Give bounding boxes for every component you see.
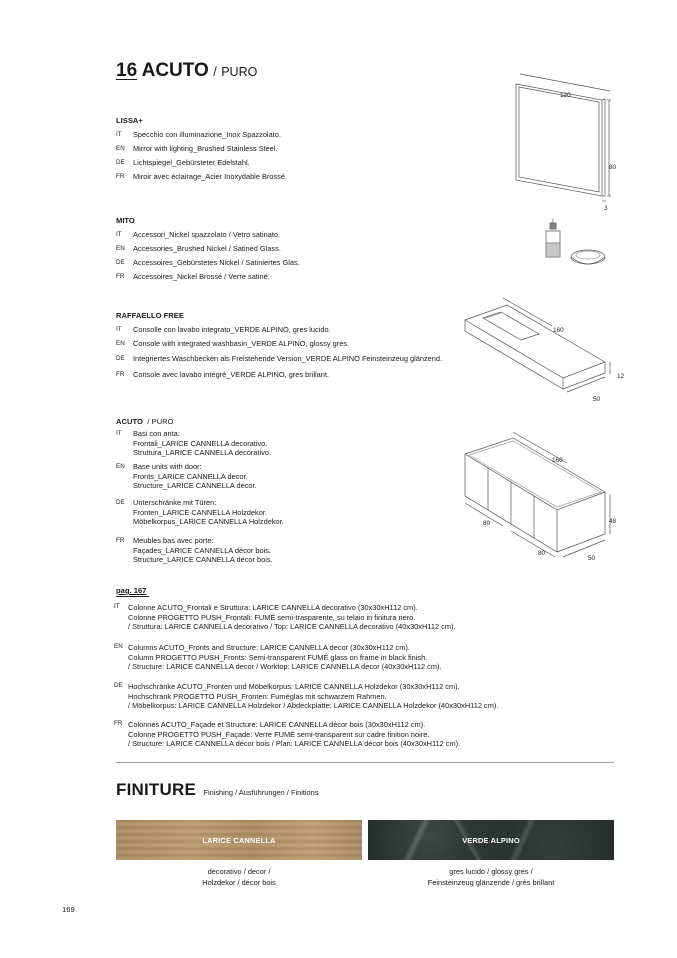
base-height: 48 [609, 518, 617, 525]
acuto-text-de [133, 498, 284, 527]
columns-en-line3: / Structure: LARICE CANNELLA decor / Worktop: LARICE CANNELLA decor (40x30xH112 cm). [128, 662, 442, 672]
lang-code: EN [114, 643, 123, 650]
raffaello-text-de: Integriertes Waschbecken als Freistehende Version_VERDE ALPINO Feinsteinzeug glänzend. [133, 354, 443, 363]
acuto-it-line3: Struttura_LARICE CANNELLA decorativo. [133, 448, 272, 458]
page-reference-rule [116, 596, 149, 597]
caption-line1: gres lucido / glossy gres / [449, 867, 533, 876]
page-reference: pag. 167 [116, 586, 147, 595]
lang-code: FR [114, 720, 123, 727]
caption-line2: Holzdekor / décor bois [202, 878, 276, 887]
base-depth: 50 [588, 555, 596, 562]
columns-en-line2: Column PROGETTO PUSH_Fronts: Semi-transparent FUMÉ glass on frame in black finish. [128, 652, 428, 662]
page-number: 169 [62, 905, 75, 914]
base-width: 160 [552, 457, 563, 464]
lang-code: DE [116, 259, 125, 266]
console-width: 160 [553, 327, 564, 334]
acuto-heading-sub: / PURO [147, 417, 174, 426]
section-divider [116, 762, 614, 763]
lang-code: EN [116, 245, 125, 252]
acuto-fr-line3: Structure_LARICE CANNELLA décor bois. [133, 555, 273, 565]
lissa-text-fr: Miroir avec éclairage_Acier Inoxydable Brossé. [133, 172, 288, 181]
base-left-width: 80 [483, 520, 491, 527]
accessories-drawing [540, 215, 610, 275]
mirror-drawing [510, 70, 620, 210]
acuto-en-line2: Fronts_LARICE CANNELLA decor. [133, 471, 248, 481]
lissa-text-en: Mirror with lighting_Brushed Stainless Steel. [133, 144, 278, 153]
acuto-it-line2: Frontali_LARICE CANNELLA decorativo. [133, 438, 268, 448]
columns-it-line2: Colonne PROGETTO PUSH_Frontali: FUMÉ semi-trasparente, su telaio in finitura nero. [128, 612, 416, 622]
acuto-fr-line1: Meubles bas avec porte: [133, 536, 214, 545]
swatch-verde-alpino [368, 820, 614, 860]
lang-code: IT [116, 131, 122, 138]
mito-heading: MITO [116, 216, 135, 225]
acuto-it-line1: Basi con anta: [133, 429, 180, 438]
columns-de-line1: Hochschränke ACUTO_Fronten und Möbelkorpus: LARICE CANNELLA Holzdekor (30x30xH112 cm). [128, 682, 460, 691]
lang-code: EN [116, 340, 125, 347]
raffaello-heading: RAFFAELLO FREE [116, 311, 184, 320]
base-right-width: 80 [538, 550, 546, 557]
finishes-title: FINITURE [116, 780, 196, 799]
columns-de-line3: / Möbelkorpus: LARICE CANNELLA Holzdekor / Abdeckplatte: LARICE CANNELLA Holzdekor (40x30xH112 cm). [128, 701, 499, 711]
columns-fr-line3: / Structure: LARICE CANNELLA décor bois / Plan: LARICE CANNELLA décor bois (40x30xH112 cm). [128, 739, 461, 749]
swatch-label: LARICE CANNELLA [202, 835, 276, 845]
finishes-subtitle: Finishing / Ausführungen / Finitions [203, 788, 319, 797]
raffaello-text-fr: Console avec lavabo intégré_VERDE ALPINO, gres brillant. [133, 370, 329, 379]
lang-code: EN [116, 463, 125, 470]
swatch-label: VERDE ALPINO [462, 835, 520, 845]
columns-text-it [128, 603, 456, 632]
columns-fr-line1: Colonnes ACUTO_Façade et Structure: LARICE CANNELLA décor bois (30x30xH112 cm). [128, 720, 426, 729]
lang-code: EN [116, 145, 125, 152]
columns-it-line3: / Struttura: LARICE CANNELLA decorativo / Top: LARICE CANNELLA decorativo (40x30xH112 cm). [128, 622, 456, 632]
console-drawing [455, 290, 625, 400]
base-unit-drawing [455, 430, 625, 570]
lang-code: DE [114, 682, 123, 689]
lang-code: FR [116, 273, 125, 280]
lang-code: IT [116, 430, 122, 437]
raffaello-text-it: Consolle con lavabo integrato_VERDE ALPINO, gres lucido. [133, 325, 331, 334]
columns-text-de [128, 682, 498, 711]
lang-code: FR [116, 173, 125, 180]
acuto-fr-line2: Façades_LARICE CANNELLA décor bois. [133, 545, 272, 555]
finishes-heading [116, 780, 318, 800]
columns-text-en [128, 643, 442, 672]
lang-code: DE [116, 355, 125, 362]
chapter-number: 16 [116, 60, 138, 81]
lissa-heading: LISSA+ [116, 116, 143, 125]
lissa-text-it: Specchio con illuminazione_Inox Spazzolato. [133, 130, 281, 139]
console-height: 12 [617, 373, 625, 380]
acuto-de-line1: Unterschränke mit Türen: [133, 498, 217, 507]
acuto-en-line3: Structure_LARICE CANNELLA decor. [133, 481, 257, 491]
mito-text-it: Accessori_Nickel spazzolato / Vetro satinato. [133, 230, 281, 239]
swatch-larice-cannella [116, 820, 362, 860]
mito-text-de: Accessoires_Gebürstetes Nickel / Satiniertes Glas. [133, 258, 300, 267]
acuto-heading-name: ACUTO [116, 417, 143, 426]
lang-code: DE [116, 499, 125, 506]
acuto-de-line3: Möbelkorpus_LARICE CANNELLA Holzdekor. [133, 517, 284, 527]
columns-it-line1: Colonne ACUTO_Frontali e Struttura: LARICE CANNELLA decorativo (30x30xH112 cm). [128, 603, 418, 612]
lissa-text-de: Lichtspiegel_Gebürsteter Edelstahl. [133, 158, 250, 167]
columns-de-line2: Hochschrank PROGETTO PUSH_Fronten: Fuméglas mit schwarzem Rahmen. [128, 691, 387, 701]
lang-code: IT [116, 326, 122, 333]
mirror-height: 80 [609, 164, 617, 171]
mirror-depth: 3 [604, 205, 608, 212]
swatch-caption-verde [368, 866, 614, 888]
lang-code: DE [116, 159, 125, 166]
console-depth: 50 [593, 396, 601, 403]
acuto-text-fr [133, 536, 273, 565]
lang-code: FR [116, 371, 125, 378]
product-variant: PURO [221, 65, 258, 79]
caption-line2: Feinsteinzeug glänzende / grès brillant [427, 878, 555, 887]
columns-en-line1: Columns ACUTO_Fronts and Structure: LARICE CANNELLA decor (30x30xH112 cm). [128, 643, 410, 652]
acuto-en-line1: Base units with door: [133, 462, 202, 471]
lang-code: FR [116, 537, 125, 544]
acuto-text-it [133, 429, 271, 458]
swatch-caption-larice [116, 866, 362, 888]
acuto-text-en [133, 462, 257, 491]
title-slash: / [213, 65, 217, 79]
page-title [116, 60, 257, 82]
mirror-width: 120 [560, 92, 571, 99]
product-name: ACUTO [141, 60, 209, 81]
mito-text-fr: Accessoires_Nickel Brossé / Verre satiné. [133, 272, 270, 281]
caption-line1: decorativo / decor / [207, 867, 271, 876]
mito-text-en: Accessories_Brushed Nickel / Satined Glass. [133, 244, 281, 253]
lang-code: IT [114, 603, 120, 610]
columns-fr-line2: Colonne PROGETTO PUSH_Façade: Verre FUMÉ semi-transparent sur cadre finition noire. [128, 729, 430, 739]
acuto-heading [116, 411, 174, 429]
lang-code: IT [116, 231, 122, 238]
acuto-de-line2: Fronten_LARICE CANNELLA Holzdekor. [133, 507, 267, 517]
raffaello-text-en: Console with integrated washbasin_VERDE ALPINO, glossy gres. [133, 339, 350, 348]
columns-text-fr [128, 720, 460, 749]
